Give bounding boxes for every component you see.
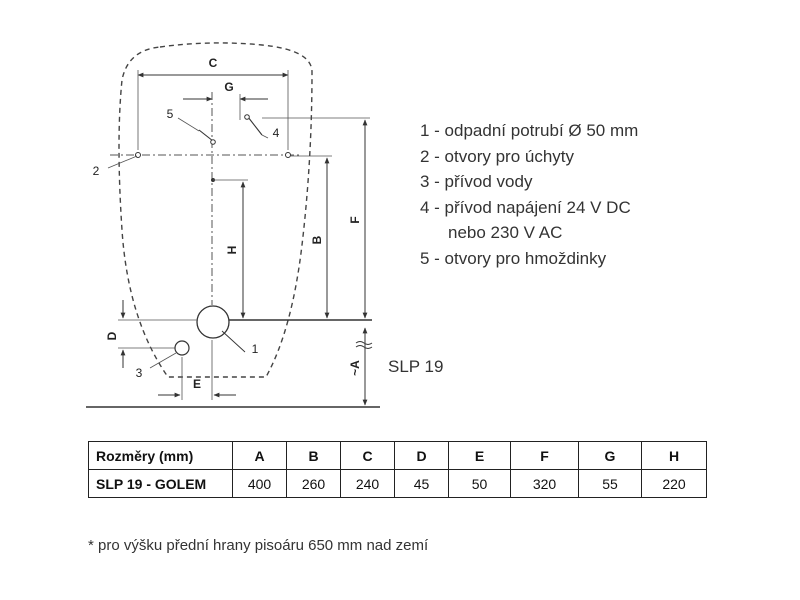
dim-label-c: C <box>208 56 218 70</box>
table-cell: 240 <box>341 470 395 498</box>
table-row <box>89 470 707 498</box>
table-header-cell: C <box>341 442 395 470</box>
table-cell: SLP 19 - GOLEM <box>89 470 233 498</box>
dowel-hole <box>211 140 216 145</box>
table-cell: 50 <box>449 470 511 498</box>
table-header-cell: G <box>579 442 642 470</box>
dimensions-table <box>88 441 707 498</box>
table-cell: 55 <box>579 470 642 498</box>
table-cell: 260 <box>287 470 341 498</box>
legend-item-1: 1 - odpadní potrubí Ø 50 mm <box>420 121 639 140</box>
label-4: 4 <box>272 126 280 140</box>
model-label: SLP 19 <box>388 357 444 376</box>
table-header-cell: B <box>287 442 341 470</box>
power-inlet <box>245 115 250 120</box>
water-inlet <box>175 341 189 355</box>
table-cell: 220 <box>642 470 707 498</box>
dim-label-e: E <box>192 377 202 391</box>
legend-item-2: 2 - otvory pro úchyty <box>420 146 575 166</box>
dim-label-f: F <box>348 216 362 224</box>
table-cell: 400 <box>233 470 287 498</box>
table-cell: 320 <box>511 470 579 498</box>
dim-label-a: ~A <box>348 360 362 376</box>
table-header-cell: H <box>642 442 707 470</box>
legend-item-3: 3 - přívod vody <box>420 172 533 191</box>
table-header-cell: F <box>511 442 579 470</box>
table-header-cell: D <box>395 442 449 470</box>
legend-item-5: 5 - otvory pro hmoždinky <box>420 248 607 268</box>
dim-label-b: B <box>310 235 324 245</box>
label-3: 3 <box>135 366 143 380</box>
legend-item-4-cont: nebo 230 V AC <box>448 223 563 242</box>
mounting-hole-left <box>136 153 141 158</box>
label-5: 5 <box>166 107 174 121</box>
table-header-row <box>89 442 707 470</box>
legend-item-4: 4 - přívod napájení 24 V DC <box>420 197 631 217</box>
table-header-cell: E <box>449 442 511 470</box>
footnote: * pro výšku přední hrany pisoáru 650 mm nad zemí <box>88 537 429 554</box>
dim-label-h: H <box>225 245 239 255</box>
legend-list <box>420 118 638 271</box>
table-header-cell: A <box>233 442 287 470</box>
label-2: 2 <box>92 164 100 178</box>
mounting-hole-right <box>286 153 291 158</box>
table-cell: 45 <box>395 470 449 498</box>
dim-label-g: G <box>224 80 234 94</box>
label-1: 1 <box>251 342 259 356</box>
dim-label-d: D <box>105 331 119 341</box>
table-header-cell: Rozměry (mm) <box>89 442 233 470</box>
